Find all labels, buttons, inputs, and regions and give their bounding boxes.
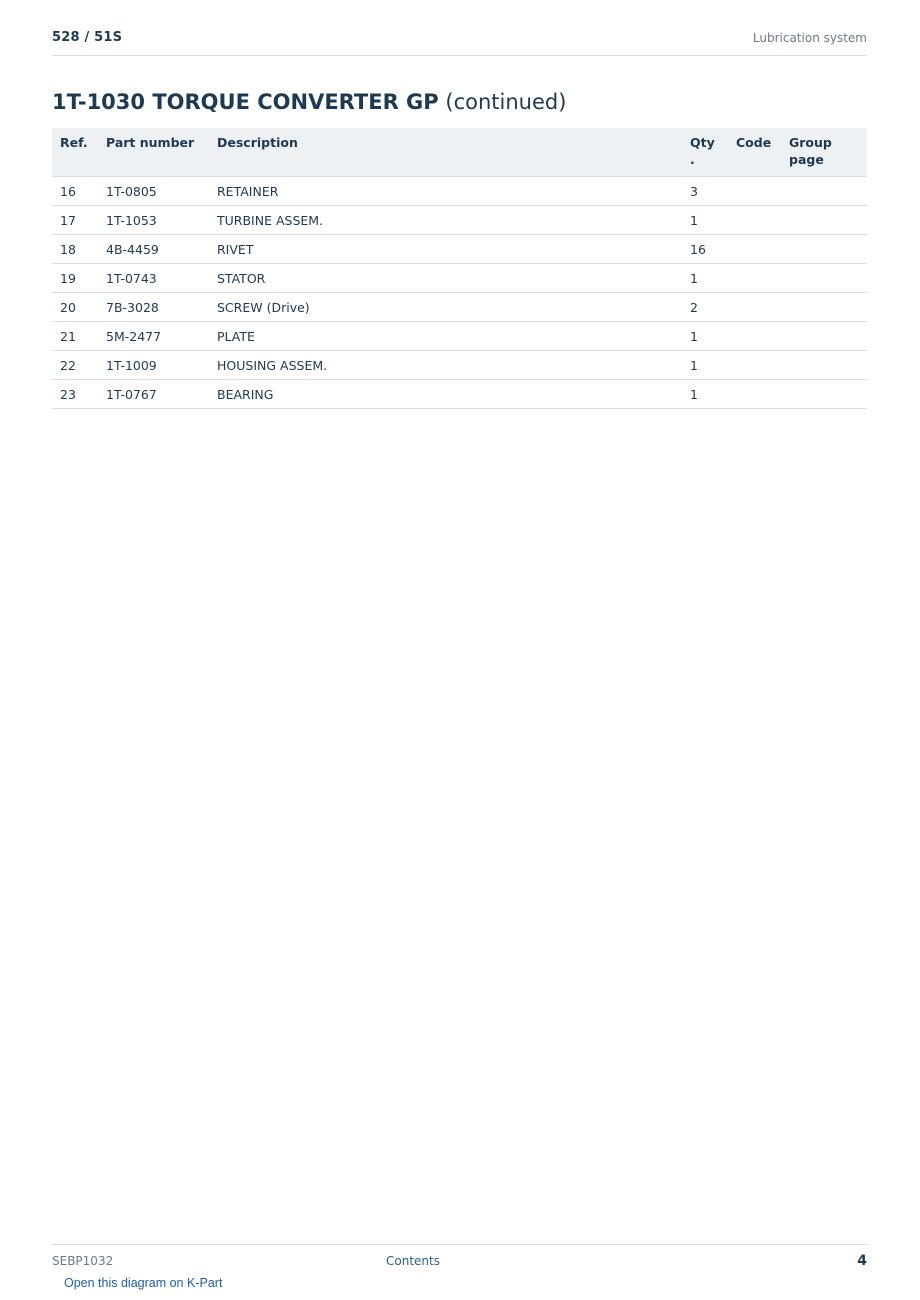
cell-qty: 1 [682, 380, 728, 409]
table-row [52, 235, 867, 264]
cell-code [728, 380, 781, 409]
table-row [52, 380, 867, 409]
page-footer [52, 1244, 867, 1275]
cell-description: RETAINER [209, 177, 682, 206]
page-number: 4 [857, 1253, 867, 1269]
cell-description: BEARING [209, 380, 682, 409]
cell-code [728, 235, 781, 264]
cell-qty: 3 [682, 177, 728, 206]
cell-part-number: 1T-1053 [98, 206, 209, 235]
model-label: 528 / 51S [52, 30, 123, 45]
cell-ref: 22 [52, 351, 98, 380]
header-qty: Qty . [682, 128, 728, 177]
cell-qty: 2 [682, 293, 728, 322]
header-part-number: Part number [98, 128, 209, 177]
cell-part-number: 1T-1009 [98, 351, 209, 380]
header-code: Code [728, 128, 781, 177]
table-row [52, 177, 867, 206]
cell-part-number: 4B-4459 [98, 235, 209, 264]
table-row [52, 293, 867, 322]
cell-group-page [781, 293, 867, 322]
cell-group-page [781, 322, 867, 351]
cell-ref: 20 [52, 293, 98, 322]
cell-ref: 17 [52, 206, 98, 235]
page-title [52, 90, 566, 114]
cell-ref: 16 [52, 177, 98, 206]
cell-description: HOUSING ASSEM. [209, 351, 682, 380]
cell-part-number: 1T-0805 [98, 177, 209, 206]
cell-description: STATOR [209, 264, 682, 293]
cell-code [728, 206, 781, 235]
cell-ref: 18 [52, 235, 98, 264]
cell-group-page [781, 235, 867, 264]
cell-group-page [781, 177, 867, 206]
header-group-page: Group page [781, 128, 867, 177]
cell-qty: 1 [682, 351, 728, 380]
table-row [52, 264, 867, 293]
cell-group-page [781, 206, 867, 235]
cell-description: SCREW (Drive) [209, 293, 682, 322]
kpart-diagram-link[interactable]: Open this diagram on K-Part [64, 1276, 223, 1290]
cell-part-number: 7B-3028 [98, 293, 209, 322]
header-description: Description [209, 128, 682, 177]
cell-description: TURBINE ASSEM. [209, 206, 682, 235]
table-row [52, 351, 867, 380]
cell-group-page [781, 351, 867, 380]
cell-qty: 1 [682, 322, 728, 351]
cell-qty: 1 [682, 206, 728, 235]
cell-code [728, 293, 781, 322]
cell-description: PLATE [209, 322, 682, 351]
cell-part-number: 1T-0767 [98, 380, 209, 409]
cell-qty: 1 [682, 264, 728, 293]
cell-ref: 23 [52, 380, 98, 409]
cell-part-number: 5M-2477 [98, 322, 209, 351]
page-header [52, 28, 867, 56]
cell-code [728, 177, 781, 206]
cell-ref: 21 [52, 322, 98, 351]
cell-group-page [781, 380, 867, 409]
cell-part-number: 1T-0743 [98, 264, 209, 293]
document-id: SEBP1032 [52, 1254, 114, 1268]
group-title: 1T-1030 TORQUE CONVERTER GP [52, 90, 439, 114]
parts-table [52, 128, 867, 409]
table-row [52, 322, 867, 351]
table-row [52, 206, 867, 235]
cell-ref: 19 [52, 264, 98, 293]
continued-label: (continued) [445, 90, 567, 114]
section-label: Lubrication system [752, 31, 867, 45]
cell-group-page [781, 264, 867, 293]
contents-link[interactable]: Contents [386, 1254, 440, 1268]
header-ref: Ref. [52, 128, 98, 177]
cell-qty: 16 [682, 235, 728, 264]
cell-code [728, 264, 781, 293]
cell-code [728, 322, 781, 351]
table-header-row [52, 128, 867, 177]
cell-code [728, 351, 781, 380]
cell-description: RIVET [209, 235, 682, 264]
